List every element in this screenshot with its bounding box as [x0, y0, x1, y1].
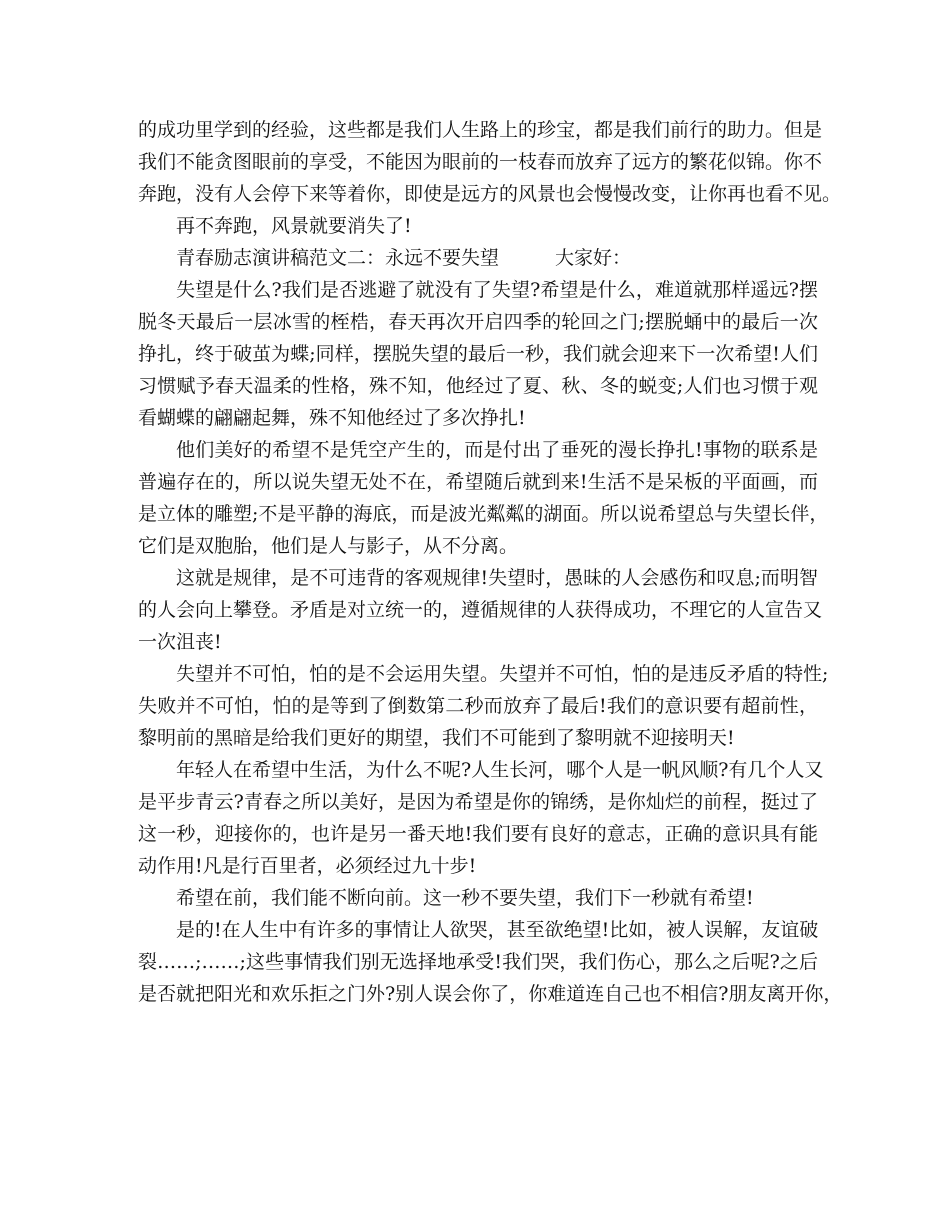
text-line: 脱冬天最后一层冰雪的桎梏，春天再次开启四季的轮回之门;摆脱蛹中的最后一次: [138, 311, 818, 333]
text-line: 的人会向上攀登。矛盾是对立统一的，遵循规律的人获得成功，不理它的人宣告又: [138, 599, 823, 621]
text-line: 动作用!凡是行百里者，必须经过九十步!: [138, 855, 477, 877]
text-line: 看蝴蝶的翩翩起舞，殊不知他经过了多次挣扎!: [138, 407, 526, 429]
document-body: [138, 114, 843, 1010]
text-line: 它们是双胞胎，他们是人与影子，从不分离。: [138, 535, 519, 557]
text-line: 这一秒，迎接你的，也许是另一番天地!我们要有良好的意志，正确的意识具有能: [138, 823, 818, 845]
text-line: 希望在前，我们能不断向前。这一秒不要失望，我们下一秒就有希望!: [176, 887, 754, 909]
text-line: 习惯赋予春天温柔的性格，殊不知，他经过了夏、秋、冬的蜕变;人们也习惯于观: [138, 375, 818, 397]
text-line: 挣扎，终于破茧为蝶;同样，摆脱失望的最后一秒，我们就会迎来下一次希望!人们: [138, 343, 818, 365]
text-line: 是的!在人生中有许多的事情让人欲哭，甚至欲绝望!比如，被人误解，友谊破: [176, 919, 819, 941]
text-line: 是立体的雕塑;不是平静的海底，而是波光粼粼的湖面。所以说希望总与失望长伴，: [138, 503, 829, 525]
text-line: 奔跑，没有人会停下来等着你，即使是远方的风景也会慢慢改变，让你再也看不见。: [138, 183, 842, 205]
text-line: 再不奔跑，风景就要消失了!: [176, 215, 412, 237]
text-line: 他们美好的希望不是凭空产生的，而是付出了垂死的漫长挣扎!事物的联系是: [176, 439, 818, 461]
text-line: 失望是什么?我们是否逃避了就没有了失望?希望是什么，难道就那样遥远?摆: [176, 279, 818, 301]
text-line: 普遍存在的，所以说失望无处不在，希望随后就到来!生活不是呆板的平面画，而: [138, 471, 818, 493]
text-line: 一次沮丧!: [138, 631, 222, 653]
text-line: 我们不能贪图眼前的享受，不能因为眼前的一枝春而放弃了远方的繁花似锦。你不: [138, 151, 823, 173]
heading-line: [138, 242, 818, 274]
text-line: 黎明前的黑暗是给我们更好的期望，我们不可能到了黎明就不迎接明天!: [138, 727, 735, 749]
text-line: 是平步青云?青春之所以美好，是因为希望是你的锦绣，是你灿烂的前程，挺过了: [138, 791, 818, 813]
text-line: 失望并不可怕，怕的是不会运用失望。失望并不可怕，怕的是违反矛盾的特性;: [176, 663, 829, 685]
greeting: 大家好：: [555, 247, 632, 269]
section-title: 青春励志演讲稿范文二：永远不要失望: [176, 247, 500, 269]
text-line: 的成功里学到的经验，这些都是我们人生路上的珍宝，都是我们前行的助力。但是: [138, 119, 823, 141]
text-line: 是否就把阳光和欢乐拒之门外?别人误会你了，你难道连自己也不相信?朋友离开你，: [138, 983, 843, 1005]
text-line: 年轻人在希望中生活，为什么不呢?人生长河，哪个人是一帆风顺?有几个人又: [176, 759, 824, 781]
text-line: 裂……;……;这些事情我们别无选择地承受!我们哭，我们伤心，那么之后呢?之后: [138, 951, 818, 973]
text-line: 失败并不可怕，怕的是等到了倒数第二秒而放弃了最后!我们的意识要有超前性，: [138, 695, 818, 717]
text-line: 这就是规律，是不可违背的客观规律!失望时，愚昧的人会感伤和叹息;而明智: [176, 567, 818, 589]
